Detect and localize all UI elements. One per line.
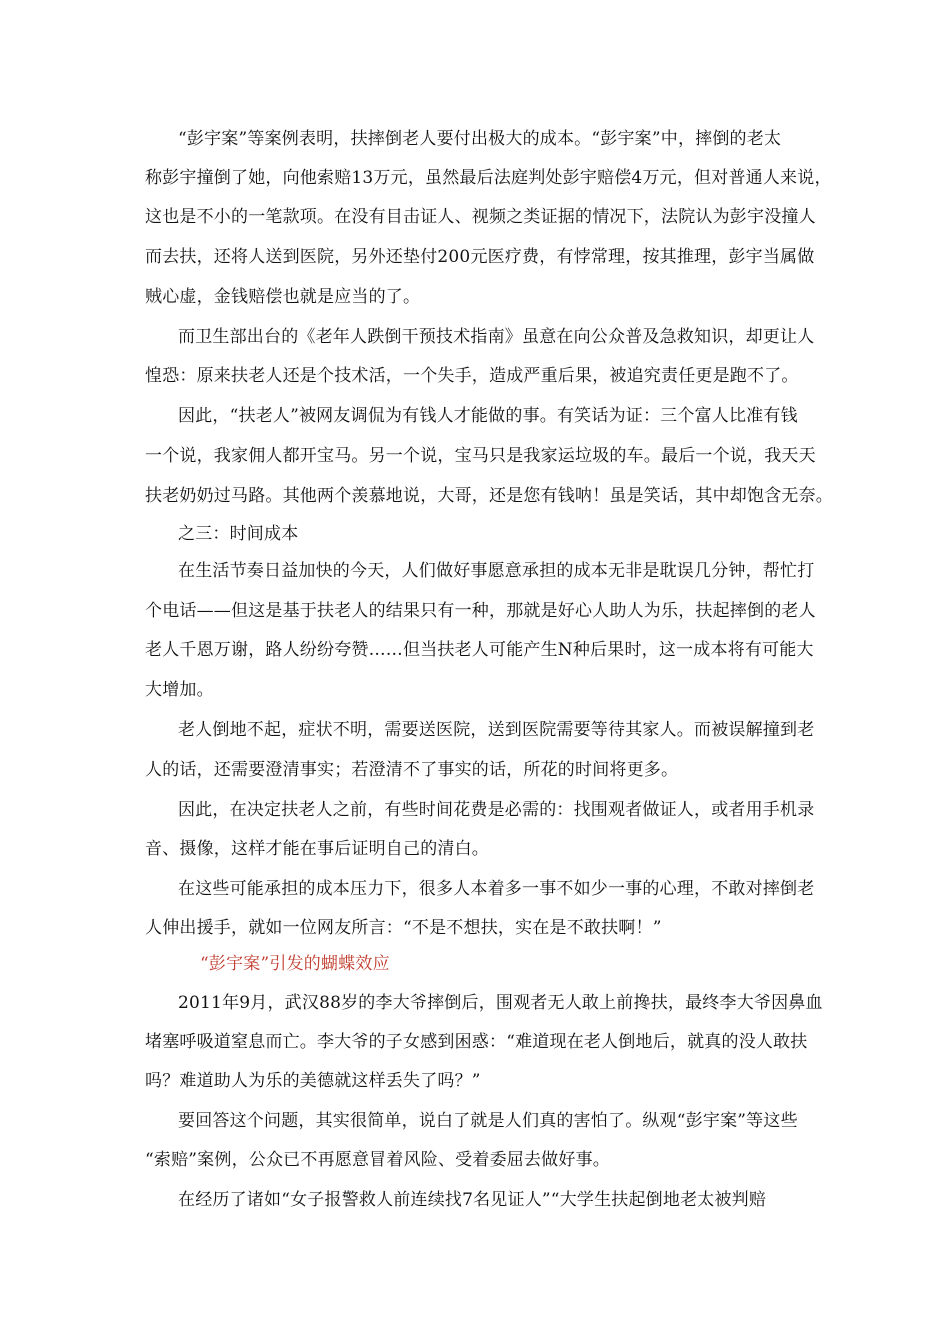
- paragraph-line: 一个说，我家佣人都开宝马。另一个说，宝马只是我家运垃圾的车。最后一个说，我天天: [145, 446, 816, 466]
- paragraph-line: 在这些可能承担的成本压力下，很多人本着多一事不如少一事的心理，不敢对摔倒老: [178, 879, 815, 899]
- paragraph-line: 称彭宇撞倒了她，向他索赔13万元，虽然最后法庭判处彭宇赔偿4万元，但对普通人来说，: [145, 168, 832, 188]
- paragraph-line: 堵塞呼吸道窒息而亡。李大爷的子女感到困惑：“难道现在老人倒地后，就真的没人敢扶: [145, 1032, 808, 1052]
- paragraph-line: 惶恐：原来扶老人还是个技术活，一个失手，造成严重后果，被追究责任更是跑不了。: [145, 366, 799, 386]
- section-heading-red: “彭宇案”引发的蝴蝶效应: [200, 954, 390, 974]
- paragraph-line: 贼心虚，金钱赔偿也就是应当的了。: [145, 287, 421, 307]
- paragraph-line: 大增加。: [145, 680, 214, 700]
- paragraph-line: 人伸出援手，就如一位网友所言：“不是不想扶，实在是不敢扶啊！”: [145, 918, 662, 938]
- paragraph-line: “索赔”案例，公众已不再愿意冒着风险、受着委屈去做好事。: [145, 1150, 610, 1170]
- paragraph-line: 因此，在决定扶老人之前，有些时间花费是必需的：找围观者做证人，或者用手机录: [178, 800, 815, 820]
- paragraph-line: 这也是不小的一笔款项。在没有目击证人、视频之类证据的情况下，法院认为彭宇没撞人: [145, 207, 816, 227]
- paragraph-line: 在经历了诸如“女子报警救人前连续找7名见证人”“大学生扶起倒地老太被判赔: [178, 1190, 767, 1210]
- paragraph-line: 吗？难道助人为乐的美德就这样丢失了吗？”: [145, 1071, 481, 1091]
- section-heading: 之三：时间成本: [178, 524, 299, 544]
- paragraph-line: 而去扶，还将人送到医院，另外还垫付200元医疗费，有悖常理，按其推理，彭宇当属做: [145, 247, 815, 267]
- paragraph-line: 而卫生部出台的《老年人跌倒干预技术指南》虽意在向公众普及急救知识，却更让人: [178, 327, 815, 347]
- paragraph-line: 个电话——但这是基于扶老人的结果只有一种，那就是好心人助人为乐，扶起摔倒的老人: [145, 601, 816, 621]
- paragraph-line: 老人倒地不起，症状不明，需要送医院，送到医院需要等待其家人。而被误解撞到老: [178, 720, 815, 740]
- paragraph-line: 因此，“扶老人”被网友调侃为有钱人才能做的事。有笑话为证：三个富人比准有钱: [178, 406, 798, 426]
- paragraph-line: “彭宇案”等案例表明，扶摔倒老人要付出极大的成本。“彭宇案”中，摔倒的老太: [178, 129, 782, 149]
- paragraph-line: 老人千恩万谢，路人纷纷夸赞……但当扶老人可能产生N种后果时，这一成本将有可能大: [145, 640, 814, 660]
- paragraph-line: 人的话，还需要澄清事实；若澄清不了事实的话，所花的时间将更多。: [145, 760, 679, 780]
- paragraph-line: 在生活节奏日益加快的今天，人们做好事愿意承担的成本无非是耽误几分钟，帮忙打: [178, 561, 815, 581]
- paragraph-line: 要回答这个问题，其实很简单，说白了就是人们真的害怕了。纵观“彭宇案”等这些: [178, 1111, 798, 1131]
- paragraph-line: 音、摄像，这样才能在事后证明自己的清白。: [145, 839, 489, 859]
- paragraph-line: 扶老奶奶过马路。其他两个羡慕地说，大哥，还是您有钱呐！虽是笑话，其中却饱含无奈。: [145, 486, 833, 506]
- paragraph-line: 2011年9月，武汉88岁的李大爷摔倒后，围观者无人敢上前搀扶，最终李大爷因鼻血: [178, 993, 823, 1013]
